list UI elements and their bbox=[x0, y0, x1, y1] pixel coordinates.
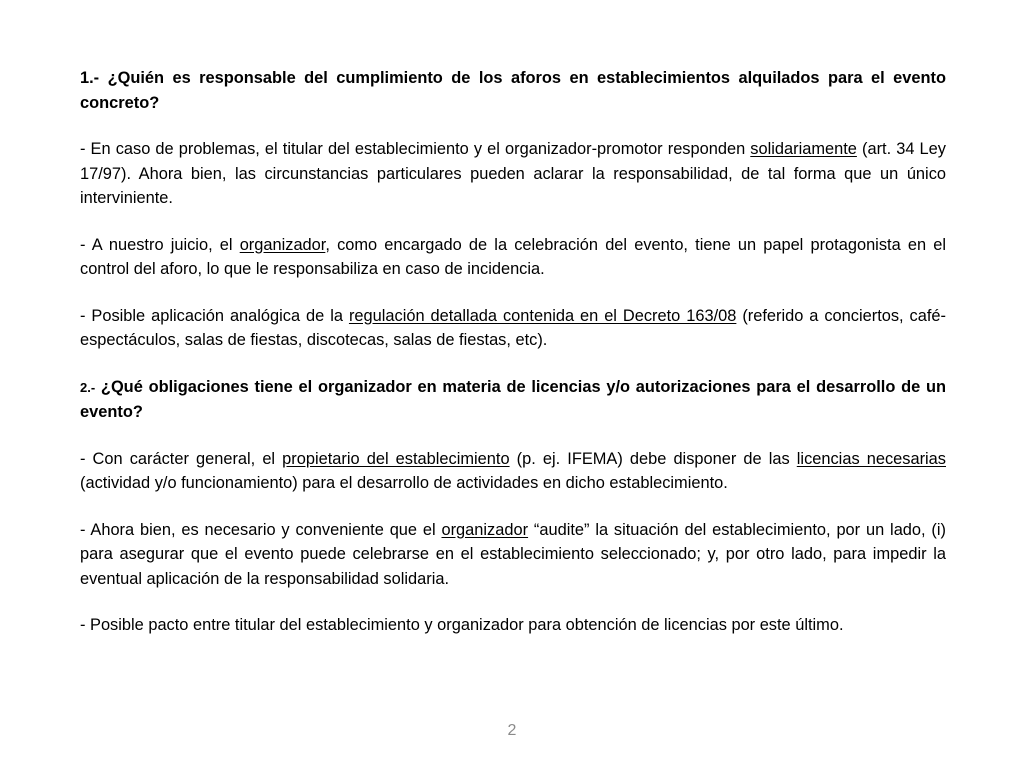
answer-1-p2-text-a: - A nuestro juicio, el bbox=[80, 235, 240, 254]
answer-2-p2-underlined-organizador: organizador bbox=[441, 520, 529, 539]
answer-1-p3-text-b: (referido a conciertos, café-espectáculos, salas de fiestas, discotecas, salas de fiestas, etc). bbox=[80, 306, 946, 349]
answer-2-paragraph-2 bbox=[80, 518, 946, 592]
answer-1-paragraph-1 bbox=[80, 137, 946, 211]
question-2-number: 2.- bbox=[80, 379, 96, 395]
answer-1-p1-text-a: - En caso de problemas, el titular del establecimiento y el organizador-promotor responden bbox=[80, 140, 751, 158]
answer-1-paragraph-2 bbox=[80, 233, 946, 282]
answer-2-p1-text-b: (p. ej. IFEMA) debe disponer de las bbox=[509, 449, 797, 468]
question-1-number: 1.- bbox=[80, 69, 100, 87]
question-2 bbox=[80, 375, 946, 425]
answer-1-p2-underlined-organizador: organizador bbox=[239, 235, 326, 254]
answer-1-paragraph-3 bbox=[80, 304, 946, 353]
answer-2-p2-text-b: “audite” la situación del establecimiento, por un lado, (i) para asegurar que el evento puede celebrarse en el establecimiento seleccionado; y, por otro lado, para impedir la eventual aplicación de la responsabilidad solidaria. bbox=[80, 520, 946, 588]
answer-1-p1-text-b: (art. 34 Ley 17/97). Ahora bien, las circunstancias particulares pueden aclarar la responsabilidad, de tal forma que un único interviniente. bbox=[80, 140, 946, 207]
answer-1-p3-underlined-regulacion: regulación detallada contenida en el Decreto 163/08 bbox=[348, 306, 737, 325]
answer-2-paragraph-3 bbox=[80, 613, 946, 638]
question-1 bbox=[80, 66, 946, 115]
page-number: 2 bbox=[507, 722, 517, 739]
answer-2-p1-text-c: (actividad y/o funcionamiento) para el desarrollo de actividades en dicho establecimiento. bbox=[80, 474, 728, 492]
answer-1-p3-text-a: - Posible aplicación analógica de la bbox=[80, 306, 349, 325]
answer-2-p1-underlined-licencias: licencias necesarias bbox=[796, 449, 946, 468]
question-2-text: ¿Qué obligaciones tiene el organizador en materia de licencias y/o autorizaciones para el desarrollo de un evento? bbox=[80, 377, 946, 421]
question-1-text: ¿Quién es responsable del cumplimiento de los aforos en establecimientos alquilados para el evento concreto? bbox=[80, 69, 946, 112]
answer-2-p1-underlined-propietario: propietario del establecimiento bbox=[282, 449, 510, 468]
answer-2-p1-text-a: - Con carácter general, el bbox=[80, 449, 283, 468]
answer-2-p2-text-a: - Ahora bien, es necesario y conveniente que el bbox=[80, 520, 442, 539]
answer-1-p2-text-b: , como encargado de la celebración del evento, tiene un papel protagonista en el control del aforo, lo que le responsabiliza en caso de incidencia. bbox=[80, 235, 946, 278]
slide-content bbox=[80, 66, 946, 660]
answer-2-paragraph-1 bbox=[80, 447, 946, 496]
answer-1-p1-underlined-solidariamente: solidariamente bbox=[750, 140, 857, 158]
answer-2-p3-text: - Posible pacto entre titular del establecimiento y organizador para obtención de licencias por este último. bbox=[80, 616, 844, 634]
